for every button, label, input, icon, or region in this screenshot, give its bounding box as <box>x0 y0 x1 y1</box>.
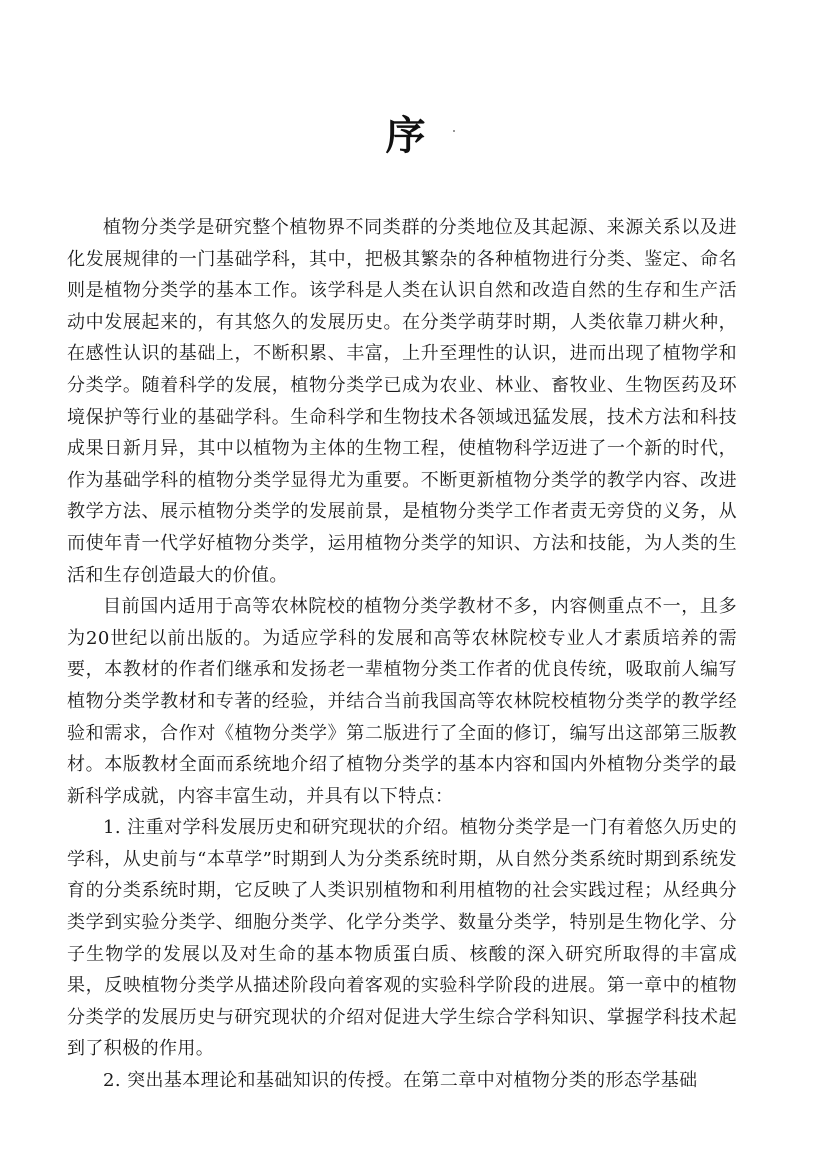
paragraph-2: 目前国内适用于高等农林院校的植物分类学教材不多，内容侧重点不一，且多为20世纪以前出版的。为适应学科的发展和高等农林院校专业人才素质培养的需要，本教材的作者们继承和发扬老一辈植物分类工作者的优良传统，吸取前人编写植物分类学教材和专著的经验，并结合当前我国高等农林院校植物分类学的教学经验和需求，合作对《植物分类学》第二版进行了全面的修订，编写出这部第三版教材。本版教材全面而系统地介绍了植物分类学的基本内容和国内外植物分类学的最新科学成就，内容丰富生动，并具有以下特点： <box>67 596 737 807</box>
document-body <box>67 212 737 1097</box>
scan-dot <box>453 130 455 132</box>
paragraph-3: 1. 注重对学科发展历史和研究现状的介绍。植物分类学是一门有着悠久历史的学科，从史前与“本草学”时期到人为分类系统时期，从自然分类系统时期到系统发育的分类系统时期，它反映了人类识别植物和利用植物的社会实践过程；从经典分类学到实验分类学、细胞分类学、化学分类学、数量分类学，特别是生物化学、分子生物学的发展以及对生命的基本物质蛋白质、核酸的深入研究所取得的丰富成果，反映植物分类学从描述阶段向着客观的实验科学阶段的进展。第一章中的植物分类学的发展历史与研究现状的介绍对促进大学生综合学科知识、掌握学科技术起到了积极的作用。 <box>67 817 737 1060</box>
paragraph-4: 2. 突出基本理论和基础知识的传授。在第二章中对植物分类的形态学基础 <box>103 1070 698 1092</box>
page-title: 序 <box>385 112 428 159</box>
paragraph-1: 植物分类学是研究整个植物界不同类群的分类地位及其起源、来源关系以及进化发展规律的一门基础学科，其中，把极其繁杂的各种植物进行分类、鉴定、命名则是植物分类学的基本工作。该学科是人类在认识自然和改造自然的生存和生产活动中发展起来的，有其悠久的发展历史。在分类学萌芽时期，人类依靠刀耕火种，在感性认识的基础上，不断积累、丰富，上升至理性的认识，进而出现了植物学和分类学。随着科学的发展，植物分类学已成为农业、林业、畜牧业、生物医药及环境保护等行业的基础学科。生命科学和生物技术各领域迅猛发展，技术方法和科技成果日新月异，其中以植物为主体的生物工程，使植物科学迈进了一个新的时代，作为基础学科的植物分类学显得尤为重要。不断更新植物分类学的教学内容、改进教学方法、展示植物分类学的发展前景，是植物分类学工作者责无旁贷的义务，从而使年青一代学好植物分类学，运用植物分类学的知识、方法和技能，为人类的生活和生存创造最大的价值。 <box>67 217 737 586</box>
